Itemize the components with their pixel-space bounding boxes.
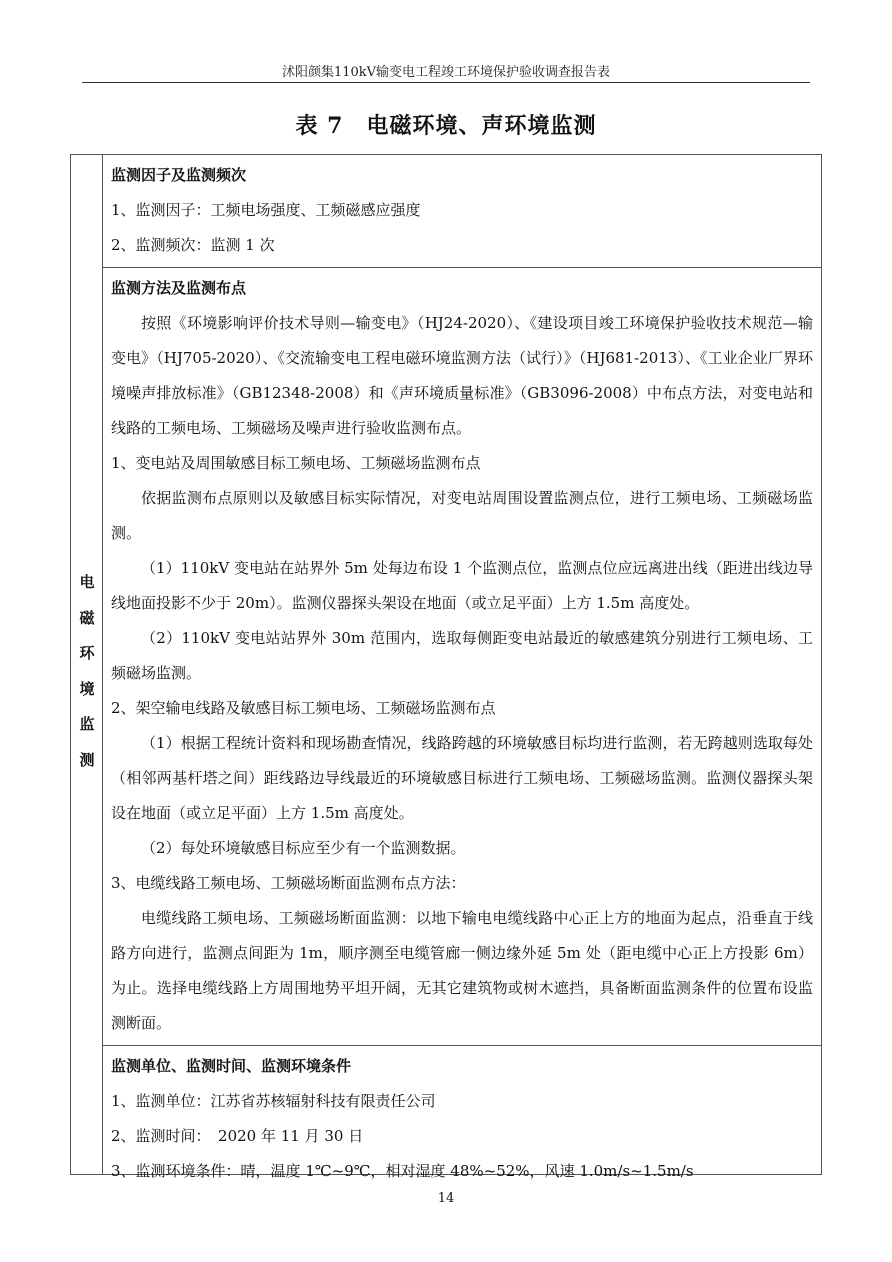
paragraph: （2）每处环境敏感目标应至少有一个监测数据。 bbox=[141, 839, 466, 857]
header-rule bbox=[82, 82, 810, 83]
vertical-label-char: 电 bbox=[79, 573, 95, 591]
table-content-column bbox=[103, 155, 821, 1180]
paragraph: （1）根据工程统计资料和现场勘查情况，线路跨越的环境敏感目标均进行监测，若无跨越则选取每处（相邻两基杆塔之间）距线路边导线最近的环境敏感目标进行工频电场、工频磁场监测。监测仪器探头架设在地面（或立足平面）上方 1.5m 高度处。 bbox=[111, 734, 813, 822]
paragraph: （2）110kV 变电站站界外 30m 范围内，选取每侧距变电站最近的敏感建筑分别进行工频电场、工频磁场监测。 bbox=[111, 629, 813, 682]
paragraph: （1）110kV 变电站在站界外 5m 处每边布设 1 个监测点位，监测点位应远离进出线（距进出线边导线地面投影不少于 20m）。监测仪器探头架设在地面（或立足平面）上方 1.5m 高度处。 bbox=[111, 559, 813, 612]
section-monitoring-unit bbox=[103, 1045, 821, 1193]
subsection-title: 2、架空输电线路及敏感目标工频电场、工频磁场监测布点 bbox=[111, 699, 496, 717]
vertical-label-char: 磁 bbox=[79, 608, 95, 627]
vertical-label-char: 测 bbox=[79, 750, 95, 769]
vertical-label-char: 监 bbox=[79, 715, 95, 733]
subsection-title: 1、变电站及周围敏感目标工频电场、工频磁场监测布点 bbox=[111, 454, 481, 472]
section-heading: 监测单位、监测时间、监测环境条件 bbox=[111, 1057, 352, 1075]
vertical-category-label bbox=[71, 565, 103, 778]
paragraph: 依据监测布点原则以及敏感目标实际情况，对变电站周围设置监测点位，进行工频电场、工频磁场监测。 bbox=[111, 489, 813, 542]
subsection-title: 3、电缆线路工频电场、工频磁场断面监测布点方法： bbox=[111, 874, 466, 892]
page-title: 表 7 电磁环境、声环境监测 bbox=[295, 113, 597, 139]
paragraph: 电缆线路工频电场、工频磁场断面监测：以地下输电电缆线路中心正上方的地面为起点，沿垂直于线路方向进行，监测点间距为 1m，顺序测至电缆管廊一侧边缘外延 5m 处（距电缆中心正上方投影 6m）为止。选择电缆线路上方周围地势平坦开阔，无其它建筑物或树木遮挡，具备断面监测条件的位置布设监测断面。 bbox=[111, 909, 813, 1032]
monitoring-frequency-item: 2、监测频次：监测 1 次 bbox=[111, 236, 275, 254]
monitoring-conditions-item: 3、监测环境条件：晴，温度 1℃~9℃，相对湿度 48%~52%，风速 1.0m/s~1.5m/s bbox=[111, 1162, 694, 1180]
table-left-column bbox=[71, 155, 103, 1174]
section-heading: 监测方法及监测布点 bbox=[111, 279, 247, 297]
vertical-label-char: 环 bbox=[79, 644, 95, 662]
running-header: 沭阳颜集110kV输变电工程竣工环境保护验收调查报告表 bbox=[281, 65, 611, 80]
vertical-label-char: 境 bbox=[79, 679, 95, 698]
monitoring-factor-item: 1、监测因子：工频电场强度、工频磁感应强度 bbox=[111, 201, 421, 219]
method-intro-paragraph: 按照《环境影响评价技术导则—输变电》（HJ24-2020）、《建设项目竣工环境保护验收技术规范—输变电》（HJ705-2020）、《交流输变电工程电磁环境监测方法（试行）》（HJ681-2013）、《工业企业厂界环境噪声排放标准》（GB12348-2008）和《声环境质量标准》（GB3096-2008）中布点方法，对变电站和线路的工频电场、工频磁场及噪声进行验收监测布点。 bbox=[111, 314, 813, 437]
monitoring-table bbox=[70, 154, 822, 1180]
page-number: 14 bbox=[437, 1191, 455, 1206]
section-heading: 监测因子及监测频次 bbox=[111, 166, 247, 184]
monitoring-unit-item: 1、监测单位：江苏省苏核辐射科技有限责任公司 bbox=[111, 1092, 436, 1110]
monitoring-time-item: 2、监测时间： 2020 年 11 月 30 日 bbox=[111, 1127, 364, 1145]
section-monitoring-method bbox=[103, 267, 821, 1045]
section-monitoring-factors bbox=[103, 155, 821, 267]
